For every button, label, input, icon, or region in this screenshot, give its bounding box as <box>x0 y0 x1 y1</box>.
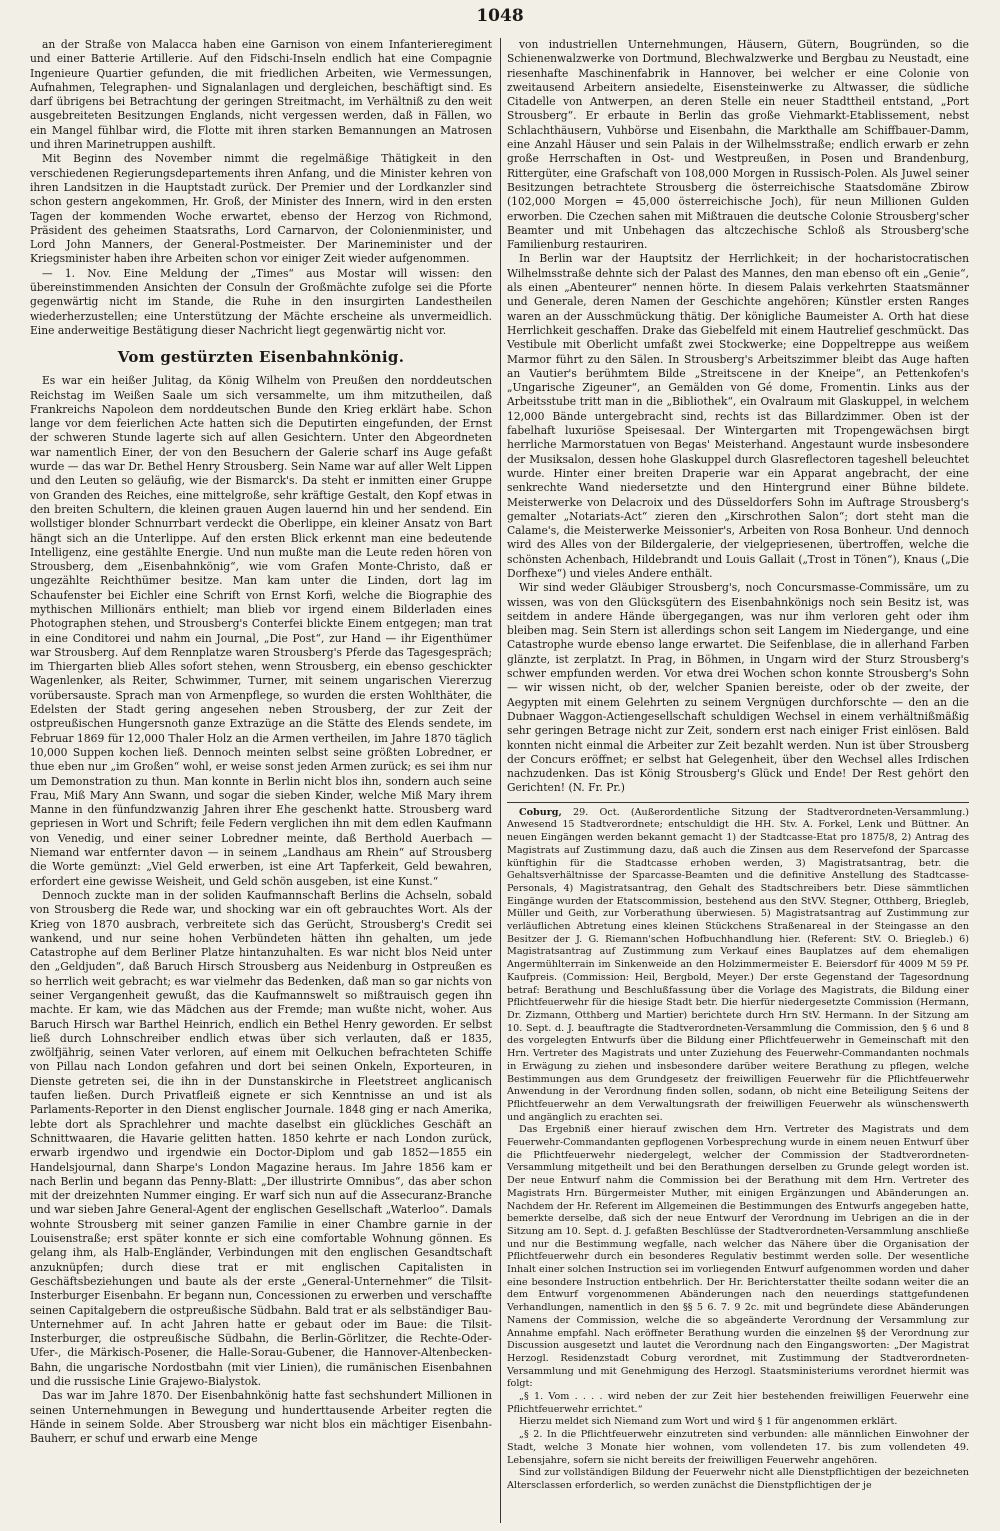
column-divider <box>500 38 501 1523</box>
paragraph: an der Straße von Malacca haben eine Garnison von einem Infanterieregiment und einer Batterie Artillerie. Auf den Fidschi-Inseln endlich hat eine Compagnie Ingenieure Quartier gefunden, die mit friedlichen Arbeiten, wie Vermessungen, Aufnahmen, Telegraphen- und Signalanlagen und dergleichen, beschäftigt sind. Es darf übrigens bei Betrachtung der geringen Streitmacht, im Verhältniß zu den weit ausgebreiteten Besitzungen Englands, nicht vergessen werden, daß in Fällen, wo ein Mangel fühlbar wird, die Flotte mit ihren starken Bemannungen an Matrosen und ihren Marinetruppen aushilft. <box>30 38 492 152</box>
paragraph: von industriellen Unternehmungen, Häusern, Gütern, Bougründen, so die Schienenwalzwerke von Dortmund, Blechwalzwerke und Bergbau zu Neustadt, eine riesenhafte Maschinenfabrik in Hannover, bei welcher er eine Colonie von zweitausend Arbeitern ansiedelte, Eisensteinwerke zu Altwasser, die südliche Citadelle von Antwerpen, an deren Stelle ein neuer Stadttheil entstand, „Port Strousberg“. Er erbaute in Berlin das große Viehmarkt-Etablissement, nebst Schlachthäusern, Vuhbörse und Eisenbahn, die Markthalle am Schiffbauer-Damm, eine Anzahl Häuser und sein Palais in der Wilhelmsstraße; endlich erwarb er zehn große Herrschaften in Ost- und Westpreußen, in Posen und Brandenburg, Rittergüter, eine Grafschaft von 108,000 Morgen in Russisch-Polen. Als Juwel seiner Besitzungen betrachtete Strousberg die österreichische Staatsdomäne Zbirow (102,000 Morgen = 45,000 österreichische Joch), für neun Millionen Gulden erworben. Die Czechen sahen mit Mißtrauen die deutsche Colonie Strousberg'scher Beamter und mit Unbehagen das altczechische Schloß als Strousberg'sche Familienburg restauriren. <box>507 38 969 252</box>
paragraph: Mit Beginn des November nimmt die regelmäßige Thätigkeit in den verschiedenen Regierungsdepartements ihren Anfang, und die Minister kehren von ihren Landsitzen in die Hauptstadt zurück. Der Premier und der Lordkanzler sind schon gestern angekommen, Hr. Groß, der Minister des Innern, wird in den ersten Tagen der kommenden Woche erwartet, ebenso der Herzog von Richmond, Präsident des geheimen Staatsraths, Lord Carnarvon, der Colonienminister, und Lord John Manners, der General-Postmeister. Der Marineminister und der Kriegsminister haben ihre Arbeiten schon vor einiger Zeit wieder aufgenommen. <box>30 152 492 266</box>
paragraph: Es war ein heißer Julitag, da König Wilhelm von Preußen den norddeutschen Reichstag im Weißen Saale um sich versammelte, um ihm mitzutheilen, daß Frankreichs Napoleon dem norddeutschen Bunde den Krieg erklärt habe. Schon lange vor dem feierlichen Acte hatten sich die Deputirten eingefunden, der Ernst der schweren Stunde lagerte sich auf allen Gesichtern. Unter den Abgeordneten war namentlich Einer, der von den Besuchern der Galerie scharf ins Auge gefaßt wurde — das war Dr. Bethel Henry Strousberg. Sein Name war auf aller Welt Lippen und den Leuten so geläufig, wie der Bismarck's. Da steht er inmitten einer Gruppe von Granden des Reiches, eine mittelgroße, sehr kräftige Gestalt, den Kopf etwas in den breiten Schultern, die kleinen grauen Augen lauernd hin und her sendend. Ein wollstiger blonder Schnurrbart verdeckt die Oberlippe, ein kleiner Ansatz von Bart hängt sich an die Unterlippe. Auf den ersten Blick erkennt man eine bedeutende Intelligenz, eine gestählte Energie. Und nun mußte man die Leute reden hören von Strousberg, dem „Eisenbahnkönig“, wie vom Grafen Monte-Christo, daß er ungezählte Reichthümer besitze. Man kam unter die Linden, dort lag im Schaufenster bei Eichler eine Schrift von Ernst Korfi, welche die Biographie des mythischen Millionärs enthielt; man blieb vor irgend einem Bilderladen eines Photographen stehen, und Strousberg's Conterfei blickte Einem entgegen; man trat in eine Conditorei und nahm ein Journal, „Die Post“, zur Hand — ihr Eigenthümer war Strousberg. Auf dem Rennplatze waren Strousberg's Pferde das Tagesgespräch; im Thiergarten blieb Alles sofort stehen, wenn Strousberg, ein ebenso geschickter Wagenlenker, als Reiter, Schwimmer, Turner, mit seinem ungarischen Viererzug vorübersauste. Sprach man von Armenpflege, so wurden die ersten Wohlthäter, die Edelsten der Stadt gering angesehen neben Strousberg, der zur Zeit der ostpreußischen Hungersnoth ganze Extrazüge an die Stätte des Elends sendete, im Februar 1869 für 12,000 Thaler Holz an die Armen vertheilen, im Jahre 1870 täglich 10,000 Suppen kochen ließ. Dennoch meinten selbst seine größten Lobredner, er thue eben nur „im Großen“ wohl, er weise sonst jeden Armen zurück; es sei ihm nur um Demonstration zu thun. Man konnte in Berlin nicht blos ihn, sondern auch seine Frau, Miß Mary Ann Swann, und sogar die sieben Kinder, welche Miß Mary ihrem Manne in den fünfundzwanzig Jahren ihrer Ehe geschenkt hatte. Strousberg ward gepriesen in Wort und Schrift; feile Federn verglichen ihn mit dem edlen Kaufmann von Venedig, und einer seiner Lobredner meinte, daß Berthold Auerbach — Niemand war entfernter davon — in seinem „Landhaus am Rhein“ auf Strousberg die Worte gemünzt: „Viel Geld erwerben, ist eine Art Tapferkeit, Geld bewahren, erfordert eine gewisse Weisheit, und Geld schön ausgeben, ist eine Kunst.“ <box>30 374 492 888</box>
paragraph: Wir sind weder Gläubiger Strousberg's, noch Concursmasse-Commissäre, um zu wissen, was von den Glücksgütern des Eisenbahnkönigs noch sein Besitz ist, was seitdem in andere Hände übergegangen, was nur ihm verloren geht oder ihm bleiben mag. Sein Stern ist allerdings schon seit Langem im Niedergange, und eine Catastrophe wurde ebenso lange erwartet. Die Seifenblase, die in allerhand Farben glänzte, ist zerplatzt. In Prag, in Böhmen, in Ungarn wird der Sturz Strousberg's schwer empfunden werden. Vor etwa drei Wochen schon konnte Strousberg's Sohn — wir wissen nicht, ob der, welcher Spanien bereiste, oder ob der zweite, der Aegypten mit einem Gelehrten zu seinem Vergnügen durchforschte — den an die Dubnaer Waggon-Actiengesellschaft schuldigen Wechsel in einem verhältnißmäßig sehr geringen Betrage nicht zur Zeit, sondern erst nach einiger Frist einlösen. Bald konnten nicht einmal die Arbeiter zur Zeit bezahlt werden. Nun ist über Strousberg der Concurs eröffnet; er selbst hat Gelegenheit, über den Wechsel alles Irdischen nachzudenken. Das ist König Strousberg's Glück und Ende! Der Rest gehört den Gerichten! (N. Fr. Pr.) <box>507 581 969 795</box>
paragraph: „§ 1. Vom . . . . wird neben der zur Zeit hier bestehenden freiwilligen Feuerwehr eine Pflichtfeuerwehr errichtet.“ <box>507 1391 969 1415</box>
report-paragraph <box>507 807 969 1125</box>
paragraph: Sind zur vollständigen Bildung der Feuerwehr nicht alle Dienstpflichtigen der bezeichneten Altersclassen erforderlich, so werden zunächst die Dienstpflichtigen der je <box>507 1467 969 1491</box>
paragraph: Das war im Jahre 1870. Der Eisenbahnkönig hatte fast sechshundert Millionen in seinen Unternehmungen in Bewegung und hunderttausende Arbeiter regten die Hände in seinem Solde. Aber Strousberg war nicht blos ein mächtiger Eisenbahn-Bauherr, er schuf und erwarb eine Menge <box>30 1389 492 1446</box>
paragraph: Das Ergebniß einer hierauf zwischen dem Hrn. Vertreter des Magistrats und dem Feuerwehr-Commandanten gepflogenen Vorbesprechung wurde in einem neuen Entwurf über die Pflichtfeuerwehr niedergelegt, welcher der Commission der Stadtverordneten-Versammlung mitgetheilt und bei den Berathungen derselben zu Grunde gelegt worden ist. Der neue Entwurf nahm die Commission bei der Berathung mit dem Hrn. Vertreter des Magistrats Hrn. Bürgermeister Muther, mit einigen Ergänzungen und Abänderungen an. Nachdem der Hr. Referent im Allgemeinen die Bestimmungen des Entwurfs angegeben hatte, bemerkte derselbe, daß sich der neue Entwurf der Verordnung im Uebrigen an die in der Sitzung am 10. Sept. d. J. gefaßten Beschlüsse der Stadtverordneten-Versammlung anschließe und nur die Bestimmung wegfalle, nach welcher das Nähere über die Organisation der Pflichtfeuerwehr durch ein besonderes Regulativ bestimmt werden solle. Der wesentliche Inhalt einer solchen Instruction sei im vorliegenden Entwurf aufgenommen worden und daher eine besondere Instruction entbehrlich. Der Hr. Berichterstatter theilte sodann weiter die an dem Entwurf vorgenommenen Abänderungen nach den neuerdings stattgefundenen Verhandlungen, namentlich in den §§ 5 6. 7. 9 2c. mit und begründete diese Abänderungen Namens der Commission, welche die so abgeänderte Verordnung der Versammlung zur Annahme empfahl. Nach eröffneter Berathung wurden die einzelnen §§ der Verordnung zur Discussion ausgesetzt und lautet die Verordnung nach den Eingangsworten: „Der Magistrat Herzogl. Residenzstadt Coburg verordnet, mit Zustimmung der Stadtverordneten-Versammlung und mit Genehmigung des Herzogl. Staatsministeriums verordnet hiermit was folgt: <box>507 1124 969 1390</box>
report-text: 29. Oct. (Außerordentliche Sitzung der Stadtverordneten-Versammlung.) Anwesend 15 Stadtverordnete; entschuldigt die HH. Stv. A. Forkel, Lenk und Büttner. An neuen Eingängen werden bekannt gemacht 1) der Stadtcasse-Etat pro 1875/8, 2) Antrag des Magistrats auf Zustimmung dazu, daß auch die Zinsen aus dem Reservefond der Sparcasse künftighin für die Stadtcasse erhoben werden, 3) Magistratsantrag, betr. die Gehaltsverhältnisse der Sparcasse-Beamten und die definitive Anstellung des Stadtcasse-Personals, 4) Magistratsantrag, den Gehalt des Stadtschreibers betr. Diese sämmtlichen Eingänge wurden der Etatscommission, bestehend aus den StVV. Stegner, Otthberg, Briegleb, Müller und Geith, zur Vorberathung überwiesen. 5) Magistratsantrag auf Zustimmung zur verläuflichen Abtretung eines kleinen Stückchens Straßenareal in der Steingasse an den Besitzer der J. G. Riemann'schen Hofbuchhandlung hier. (Referent: StV. O. Briegleb.) 6) Magistratsantrag auf Zustimmung zum Verkauf eines Bauplatzes auf dem ehemaligen Angermühlterrain im Sinkenweide an den Holzimmermeister E. Beiersdorf für 4009 M 59 Pf. Kaufpreis. (Commission: Heil, Bergbold, Meyer.) Der erste Gegenstand der Tagesordnung betraf: Berathung und Beschlußfassung über die Vorlage des Magistrats, die Bildung einer Pflichtfeuerwehr für die hiesige Stadt betr. Die hierfür niedergesetzte Commission (Hermann, Dr. Zizmann, Otthberg und Martier) berichtete durch Hrn StV. Hermann. In der Sitzung am 10. Sept. d. J. beauftragte die Stadtverordneten-Versammlung die Commission, den § 6 und 8 des vorgelegten Entwurfs über die Bildung einer Pflichtfeuerwehr in Gemeinschaft mit den Hrn. Vertreter des Magistrats und unter Zuziehung des Feuerwehr-Commandanten nochmals in Erwägung zu ziehen und insbesondere darüber weitere Berathung zu pflegen, welche Bestimmungen aus dem Grundgesetz der freiwilligen Feuerwehr für die Pflichtfeuerwehr Anwendung in der Verordnung finden sollen, sodann, ob nicht eine Beteiligung Seitens der Pflichtfeuerwehr an dem Verwaltungsrath der freiwilligen Feuerwehr als wünschenswerth und angänglich zu erachten sei. <box>507 806 969 1123</box>
paragraph: In Berlin war der Hauptsitz der Herrlichkeit; in der hocharistocratischen Wilhelmsstraße dehnte sich der Palast des Mannes, den man ebenso oft ein „Genie“, als einen „Abenteurer“ nennen hörte. In diesem Palais verkehrten Staatsmänner und Generale, deren Namen der Geschichte angehören; Künstler ersten Ranges waren an der Ausschmückung thätig. Der königliche Baumeister A. Orth hat diese Herrlichkeit geschaffen. Drake das Giebelfeld mit einem Hautrelief geschmückt. Das Vestibule mit Oberlicht umfaßt zwei Stockwerke; eine Doppeltreppe aus weißem Marmor führt zu den Sälen. In Strousberg's Arbeitszimmer bleibt das Auge haften an Vautier's berühmtem Bilde „Streitscene in der Kneipe“, an Pettenkofen's „Ungarische Zigeuner“, an Gemälden von Gé dome, Fromentin. Links aus der Arbeitsstube tritt man in die „Bibliothek“, ein Ovalraum mit Glaskuppel, in welchem 12,000 Bände untergebracht sind, rechts ist das Billardzimmer. Oben ist der fabelhaft luxuriöse Speisesaal. Der Wintergarten mit Tropengewächsen birgt herrliche Marmorstatuen von Begas' Meisterhand. Angestaunt wurde insbesondere der Musiksalon, dessen hohe Glaskuppel durch Glasreflectoren tageshell beleuchtet wurde. Hinter einer breiten Draperie war ein Apparat angebracht, der eine senkrechte Wand niedersetzte und den Hintergrund einer Bühne bildete. Meisterwerke von Delacroix und des Düsseldorfers Sohn im Auftrage Strousberg's gemalter „Notariats-Act“ zieren den „Kirschrothen Salon“; dort steht man die Calame's, die Meisterwerke Meissonier's, Arbeiten von Rosa Bonheur. Und dennoch wird des Alles von der Bildergalerie, der vielgepriesenen, übertroffen, welche die schönsten Achenbach, Hildebrandt und Louis Gallait („Trost in Tönen“), Knaus („Die Dorfhexe“) und vieles Andere enthält. <box>507 252 969 580</box>
dateline-place: Coburg, <box>519 806 562 818</box>
article-title: Vom gestürzten Eisenbahnkönig. <box>117 348 405 367</box>
paragraph: — 1. Nov. Eine Meldung der „Times“ aus Mostar will wissen: den übereinstimmenden Ansichten der Consuln der Großmächte zufolge sei die Pforte gegenwärtig nicht im Stande, die Ruhe in den insurgirten Landestheilen wiederherzustellen; eine Unterstützung der Mächte erscheine als unvermeidlich. Eine anderweitige Bestätigung dieser Nachricht liegt gegenwärtig nicht vor. <box>30 266 492 337</box>
paragraph: Dennoch zuckte man in der soliden Kaufmannschaft Berlins die Achseln, sobald von Strousberg die Rede war, und shocking war ein oft gebrauchtes Wort. Als der Krieg von 1870 ausbrach, verbreitete sich das Gerücht, Strousberg's Credit sei wankend, und nur seine hohen Verbündeten hätten ihn gehalten, um jede Catastrophe auf dem Berliner Platze hintanzuhalten. Es war nicht blos Neid unter den „Geldjuden“, daß Baruch Hirsch Strousberg aus Neidenburg in Ostpreußen es so herrlich weit gebracht; es war vielmehr das Bedenken, daß man so gar nichts von seiner Vergangenheit gewußt, das die Kaufmannswelt so mißtrauisch gegen ihn machte. Er kam, wie das Mädchen aus der Fremde; man wußte nicht, woher. Aus Baruch Hirsch war Barthel Heinrich, endlich ein Bethel Henry geworden. Er selbst ließ durch Lohnschreiber endlich etwas über sich verlauten, daß er 1835, zwölfjährig, seinen Vater verloren, auf einem mit Oelkuchen befrachteten Schiffe von Pillau nach London gefahren und dort bei seinen Onkeln, Exporteuren, in Dienste getreten sei, die ihn in der Dunstanskirche in Fleetstreet anglicanisch taufen ließen. Durch Privatfleiß eignete er sich Kenntnisse an und ist als Parlaments-Reporter in den Dienst englischer Journale. 1848 ging er nach Amerika, lebte dort als Sprachlehrer und machte daselbst ein glückliches Geschäft an Schnittwaaren, die Havarie gelitten hatten. 1850 kehrte er nach London zurück, erwarb irgendwo und irgendwie ein Doctor-Diplom und gab 1852—1855 ein Handelsjournal, dann Sharpe's London Magazine heraus. Im Jahre 1856 kam er nach Berlin und begann das Penny-Blatt: „Der illustrirte Omnibus“, das aber schon mit der dreizehnten Nummer einging. Er warf sich nun auf die Assecuranz-Branche und war sieben Jahre General-Agent der englischen Gesellschaft „Waterloo“. Damals wohnte Strousberg mit seiner ganzen Familie in einer Chambre garnie in der Louisenstraße; erst später konnte er sich eine comfortable Wohnung gönnen. Es gelang ihm, als Halb-Engländer, Verbindungen mit den englischen Gesandtschaft anzuknüpfen; durch diese trat er mit englischen Capitalisten in Geschäftsbeziehungen und baute als der erste „General-Unternehmer“ die Tilsit-Insterburger Eisenbahn. Er begann nun, Concessionen zu erwerben und verschaffte seinen Capitalgebern die ostpreußische Südbahn. Bald trat er als selbständiger Bau-Unternehmer auf. In acht Jahren hatte er gebaut oder im Baue: die Tilsit-Insterburger, die ostpreußische Südbahn, die Berlin-Görlitzer, die Rechte-Oder-Ufer-, die Märkisch-Posener, die Halle-Sorau-Gubener, die Hannover-Altenbecken-Bahn, die ungarische Nordostbahn (mit vier Linien), die rumänischen Eisenbahnen und die russische Linie Grajewo-Bialystok. <box>30 888 492 1389</box>
page-number: 1048 <box>476 6 524 26</box>
right-column <box>507 38 969 1493</box>
section-rule <box>507 802 969 803</box>
paragraph: „§ 2. In die Pflichtfeuerwehr einzutreten sind verbunden: alle männlichen Einwohner der Stadt, welche 3 Monate hier wohnen, vom vollendeten 17. bis zum vollendeten 49. Lebensjahre, sofern sie nicht bereits der freiwilligen Feuerwehr angehören. <box>507 1429 969 1466</box>
left-column <box>30 38 492 1447</box>
paragraph: Hierzu meldet sich Niemand zum Wort und wird § 1 für angenommen erklärt. <box>519 1416 898 1428</box>
